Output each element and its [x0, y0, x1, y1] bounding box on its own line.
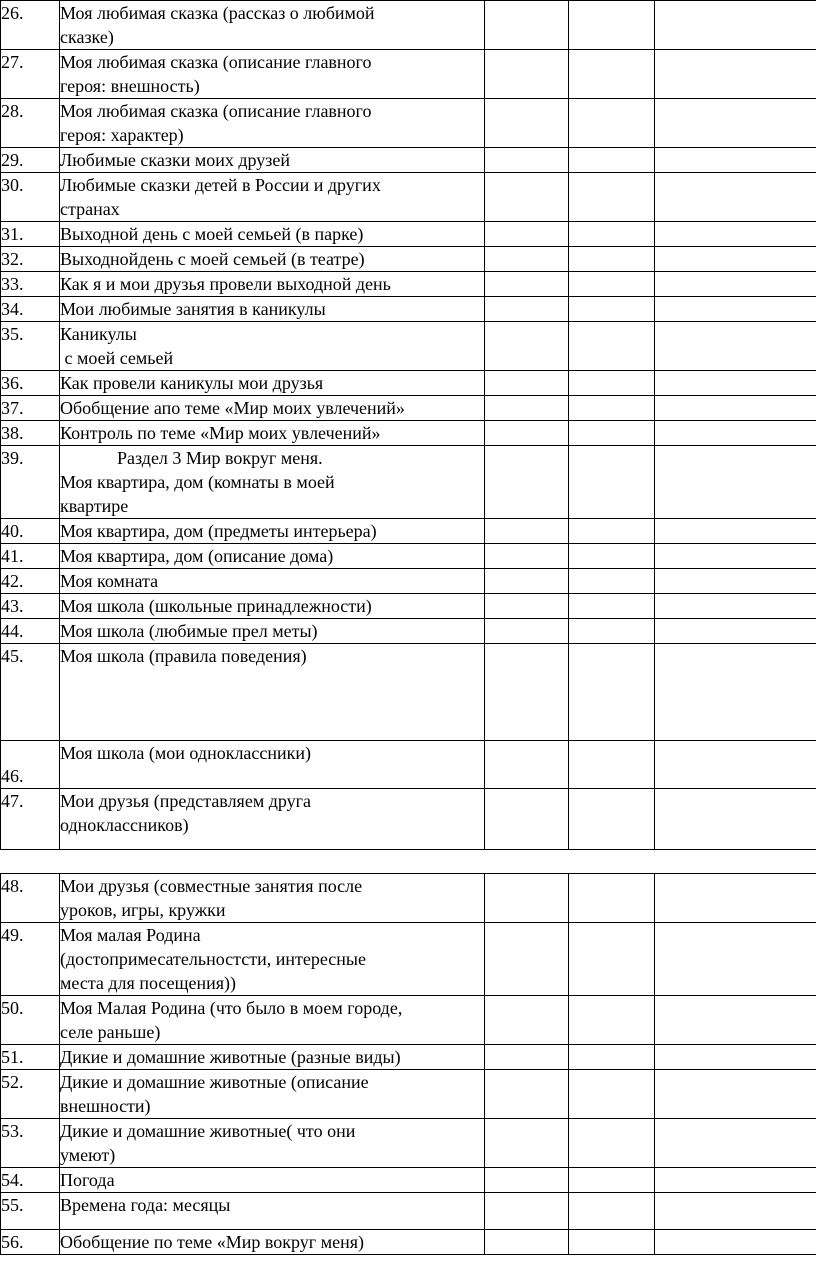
empty-cell	[485, 1168, 569, 1193]
lesson-number: 35.	[1, 322, 60, 371]
table-row	[1, 1045, 816, 1070]
empty-cell	[569, 644, 655, 741]
lesson-number: 49.	[1, 923, 60, 996]
lesson-topic	[60, 594, 485, 619]
lesson-topic	[60, 619, 485, 644]
lesson-topic	[60, 1230, 485, 1255]
lesson-number: 38.	[1, 421, 60, 446]
empty-cell	[655, 1168, 816, 1193]
section-heading: Раздел 3 Мир вокруг меня.	[117, 448, 323, 468]
topic-line: Мои друзья (совместные занятия после	[60, 876, 363, 896]
empty-cell	[485, 1230, 569, 1255]
table-row	[1, 619, 816, 644]
topic-line: уроков, игры, кружки	[60, 900, 226, 920]
empty-cell	[655, 569, 816, 594]
empty-cell	[485, 148, 569, 173]
topic-line: (достопримесательностсти, интересные	[60, 949, 366, 969]
lesson-topic	[60, 396, 485, 421]
lesson-number: 53.	[1, 1119, 60, 1168]
topic-line: Моя школа (правила поведения)	[60, 646, 307, 666]
empty-cell	[569, 789, 655, 850]
lesson-topic	[60, 544, 485, 569]
topic-line: Выходнойдень с моей семьей (в театре)	[60, 249, 365, 269]
empty-cell	[485, 923, 569, 996]
lesson-topic	[60, 247, 485, 272]
empty-cell	[485, 99, 569, 148]
table-row	[1, 874, 816, 923]
lesson-number: 46.	[1, 741, 60, 789]
lesson-topic	[60, 741, 485, 789]
topic-line: места для посещения))	[60, 973, 236, 993]
lesson-topic	[60, 644, 485, 741]
empty-cell	[569, 99, 655, 148]
topic-line: героя: характер)	[60, 125, 184, 145]
table-row	[1, 50, 816, 99]
empty-cell	[485, 619, 569, 644]
table-row	[1, 1119, 816, 1168]
table-row	[1, 741, 816, 789]
topic-line: Моя школа (школьные принадлежности)	[60, 596, 372, 616]
empty-cell	[655, 322, 816, 371]
empty-cell	[655, 50, 816, 99]
empty-cell	[485, 297, 569, 322]
table-row	[1, 446, 816, 519]
empty-cell	[569, 297, 655, 322]
empty-cell	[655, 741, 816, 789]
empty-cell	[569, 50, 655, 99]
table-row	[1, 421, 816, 446]
empty-cell	[485, 594, 569, 619]
lesson-topic	[60, 272, 485, 297]
lesson-number: 39.	[1, 446, 60, 519]
lesson-number: 52.	[1, 1070, 60, 1119]
empty-cell	[569, 421, 655, 446]
lesson-topic	[60, 148, 485, 173]
table-row	[1, 1168, 816, 1193]
table-row	[1, 272, 816, 297]
lesson-topic	[60, 789, 485, 850]
lesson-number: 51.	[1, 1045, 60, 1070]
empty-cell	[655, 1193, 816, 1230]
lesson-number: 45.	[1, 644, 60, 741]
topic-line: Дикие и домашние животные (разные виды)	[60, 1047, 401, 1067]
empty-cell	[655, 272, 816, 297]
lesson-table-2	[0, 873, 816, 1255]
lesson-number: 47.	[1, 789, 60, 850]
lesson-topic	[60, 222, 485, 247]
topic-line: с моей семьей	[60, 348, 174, 368]
lesson-topic	[60, 1119, 485, 1168]
table-row	[1, 148, 816, 173]
topic-line: Моя любимая сказка (описание главного	[60, 52, 372, 72]
lesson-topic	[60, 297, 485, 322]
topic-line: умеют)	[60, 1145, 116, 1165]
empty-cell	[655, 222, 816, 247]
topic-line: Моя квартира, дом (описание дома)	[60, 546, 334, 566]
empty-cell	[485, 396, 569, 421]
empty-cell	[569, 1230, 655, 1255]
table-row	[1, 396, 816, 421]
empty-cell	[655, 1230, 816, 1255]
topic-line: квартире	[60, 496, 129, 516]
topic-line: Выходной день с моей семьей (в парке)	[60, 224, 364, 244]
topic-line: Любимые сказки детей в России и других	[60, 175, 381, 195]
empty-cell	[655, 1045, 816, 1070]
lesson-topic	[60, 1, 485, 50]
lesson-topic	[60, 996, 485, 1045]
lesson-number: 50.	[1, 996, 60, 1045]
lesson-topic	[60, 99, 485, 148]
empty-cell	[569, 1, 655, 50]
empty-cell	[569, 396, 655, 421]
empty-cell	[569, 446, 655, 519]
empty-cell	[485, 996, 569, 1045]
topic-line: сказке)	[60, 27, 114, 47]
empty-cell	[485, 519, 569, 544]
empty-cell	[655, 923, 816, 996]
lesson-number: 40.	[1, 519, 60, 544]
topic-line: Моя любимая сказка (описание главного	[60, 101, 372, 121]
empty-cell	[655, 544, 816, 569]
empty-cell	[655, 173, 816, 222]
topic-line: Моя квартира, дом (предметы интерьера)	[60, 521, 377, 541]
empty-cell	[655, 1070, 816, 1119]
empty-cell	[655, 996, 816, 1045]
empty-cell	[569, 371, 655, 396]
table-row	[1, 644, 816, 741]
topic-line: Моя квартира, дом (комнаты в моей	[60, 472, 335, 492]
empty-cell	[655, 148, 816, 173]
lesson-topic	[60, 1045, 485, 1070]
lesson-number: 31.	[1, 222, 60, 247]
topic-line: Погода	[60, 1170, 115, 1190]
empty-cell	[569, 519, 655, 544]
topic-line: Мои любимые занятия в каникулы	[60, 299, 326, 319]
topic-line: селе раньше)	[60, 1022, 161, 1042]
empty-cell	[485, 874, 569, 923]
empty-cell	[569, 173, 655, 222]
empty-cell	[485, 741, 569, 789]
lesson-topic	[60, 446, 485, 519]
lesson-topic	[60, 173, 485, 222]
lesson-topic	[60, 569, 485, 594]
lesson-number: 30.	[1, 173, 60, 222]
topic-line: Дикие и домашние животные( что они	[60, 1121, 356, 1141]
empty-cell	[569, 741, 655, 789]
empty-cell	[485, 1070, 569, 1119]
lesson-topic	[60, 421, 485, 446]
empty-cell	[569, 1070, 655, 1119]
lesson-number: 29.	[1, 148, 60, 173]
empty-cell	[569, 222, 655, 247]
empty-cell	[485, 222, 569, 247]
empty-cell	[569, 1193, 655, 1230]
empty-cell	[655, 247, 816, 272]
lesson-number: 26.	[1, 1, 60, 50]
empty-cell	[655, 446, 816, 519]
lesson-number: 43.	[1, 594, 60, 619]
lesson-number: 36.	[1, 371, 60, 396]
lesson-number: 41.	[1, 544, 60, 569]
table-row	[1, 322, 816, 371]
empty-cell	[569, 619, 655, 644]
empty-cell	[569, 272, 655, 297]
empty-cell	[655, 874, 816, 923]
lesson-number: 44.	[1, 619, 60, 644]
empty-cell	[569, 923, 655, 996]
empty-cell	[655, 297, 816, 322]
empty-cell	[655, 421, 816, 446]
lesson-number: 34.	[1, 297, 60, 322]
table-row	[1, 996, 816, 1045]
table-row	[1, 519, 816, 544]
empty-cell	[485, 544, 569, 569]
lesson-number: 27.	[1, 50, 60, 99]
lesson-number: 55.	[1, 1193, 60, 1230]
lesson-topic	[60, 371, 485, 396]
topic-line: Контроль по теме «Мир моих увлечений»	[60, 423, 381, 443]
lesson-number: 37.	[1, 396, 60, 421]
topic-line: Как я и мои друзья провели выходной день	[60, 274, 391, 294]
topic-line: Моя комната	[60, 571, 159, 591]
empty-cell	[485, 50, 569, 99]
topic-line: одноклассников)	[60, 815, 189, 835]
topic-line: Моя Малая Родина (что было в моем городе,	[60, 998, 403, 1018]
lesson-number: 54.	[1, 1168, 60, 1193]
table-row	[1, 1193, 816, 1230]
lesson-number: 32.	[1, 247, 60, 272]
empty-cell	[569, 874, 655, 923]
empty-cell	[569, 544, 655, 569]
topic-line: Мои друзья (представляем друга	[60, 791, 312, 811]
empty-cell	[569, 322, 655, 371]
topic-line: Дикие и домашние животные (описание	[60, 1072, 369, 1092]
topic-line: Моя любимая сказка (рассказ о любимой	[60, 3, 375, 23]
table-row	[1, 569, 816, 594]
table-row	[1, 1070, 816, 1119]
table-row	[1, 173, 816, 222]
empty-cell	[485, 644, 569, 741]
empty-cell	[655, 99, 816, 148]
table-row	[1, 544, 816, 569]
empty-cell	[655, 1, 816, 50]
table-row	[1, 371, 816, 396]
lesson-number: 33.	[1, 272, 60, 297]
lesson-number: 56.	[1, 1230, 60, 1255]
topic-line: Обобщение по теме «Мир вокруг меня)	[60, 1232, 364, 1252]
lesson-number: 48.	[1, 874, 60, 923]
lesson-number: 28.	[1, 99, 60, 148]
lesson-topic	[60, 923, 485, 996]
empty-cell	[569, 996, 655, 1045]
topic-line: странах	[60, 199, 120, 219]
empty-cell	[569, 148, 655, 173]
empty-cell	[655, 619, 816, 644]
lesson-topic	[60, 874, 485, 923]
empty-cell	[485, 1193, 569, 1230]
empty-cell	[655, 519, 816, 544]
empty-cell	[569, 1119, 655, 1168]
topic-line: Каникулы	[60, 324, 137, 344]
empty-cell	[569, 1045, 655, 1070]
lesson-topic	[60, 1168, 485, 1193]
lesson-topic	[60, 1070, 485, 1119]
empty-cell	[569, 1168, 655, 1193]
empty-cell	[485, 247, 569, 272]
table-row	[1, 1, 816, 50]
topic-line: Времена года: месяцы	[60, 1195, 231, 1215]
topic-line: Моя школа (мои одноклассники)	[60, 743, 312, 763]
table-row	[1, 594, 816, 619]
empty-cell	[485, 1119, 569, 1168]
topic-line: Как провели каникулы мои друзья	[60, 373, 324, 393]
table-row	[1, 789, 816, 850]
topic-line: героя: внешность)	[60, 76, 200, 96]
empty-cell	[569, 247, 655, 272]
table-row	[1, 1230, 816, 1255]
empty-cell	[485, 1, 569, 50]
lesson-topic	[60, 50, 485, 99]
lesson-topic	[60, 519, 485, 544]
table-row	[1, 99, 816, 148]
empty-cell	[485, 446, 569, 519]
empty-cell	[485, 371, 569, 396]
table-row	[1, 222, 816, 247]
lesson-number: 42.	[1, 569, 60, 594]
empty-cell	[485, 569, 569, 594]
empty-cell	[485, 421, 569, 446]
topic-line: Моя малая Родина	[60, 925, 201, 945]
topic-line: внешности)	[60, 1096, 151, 1116]
empty-cell	[485, 1045, 569, 1070]
table-row	[1, 923, 816, 996]
empty-cell	[569, 594, 655, 619]
topic-line: Любимые сказки моих друзей	[60, 150, 291, 170]
lesson-topic	[60, 322, 485, 371]
table-row	[1, 247, 816, 272]
empty-cell	[485, 322, 569, 371]
empty-cell	[655, 594, 816, 619]
lesson-topic	[60, 1193, 485, 1230]
topic-line: Моя школа (любимые прел меты)	[60, 621, 318, 641]
empty-cell	[485, 789, 569, 850]
topic-line: Обобщение апо теме «Мир моих увлечений»	[60, 398, 405, 418]
empty-cell	[485, 272, 569, 297]
empty-cell	[485, 173, 569, 222]
empty-cell	[655, 644, 816, 741]
empty-cell	[569, 569, 655, 594]
empty-cell	[655, 396, 816, 421]
empty-cell	[655, 371, 816, 396]
empty-cell	[655, 1119, 816, 1168]
table-row	[1, 297, 816, 322]
empty-cell	[655, 789, 816, 850]
